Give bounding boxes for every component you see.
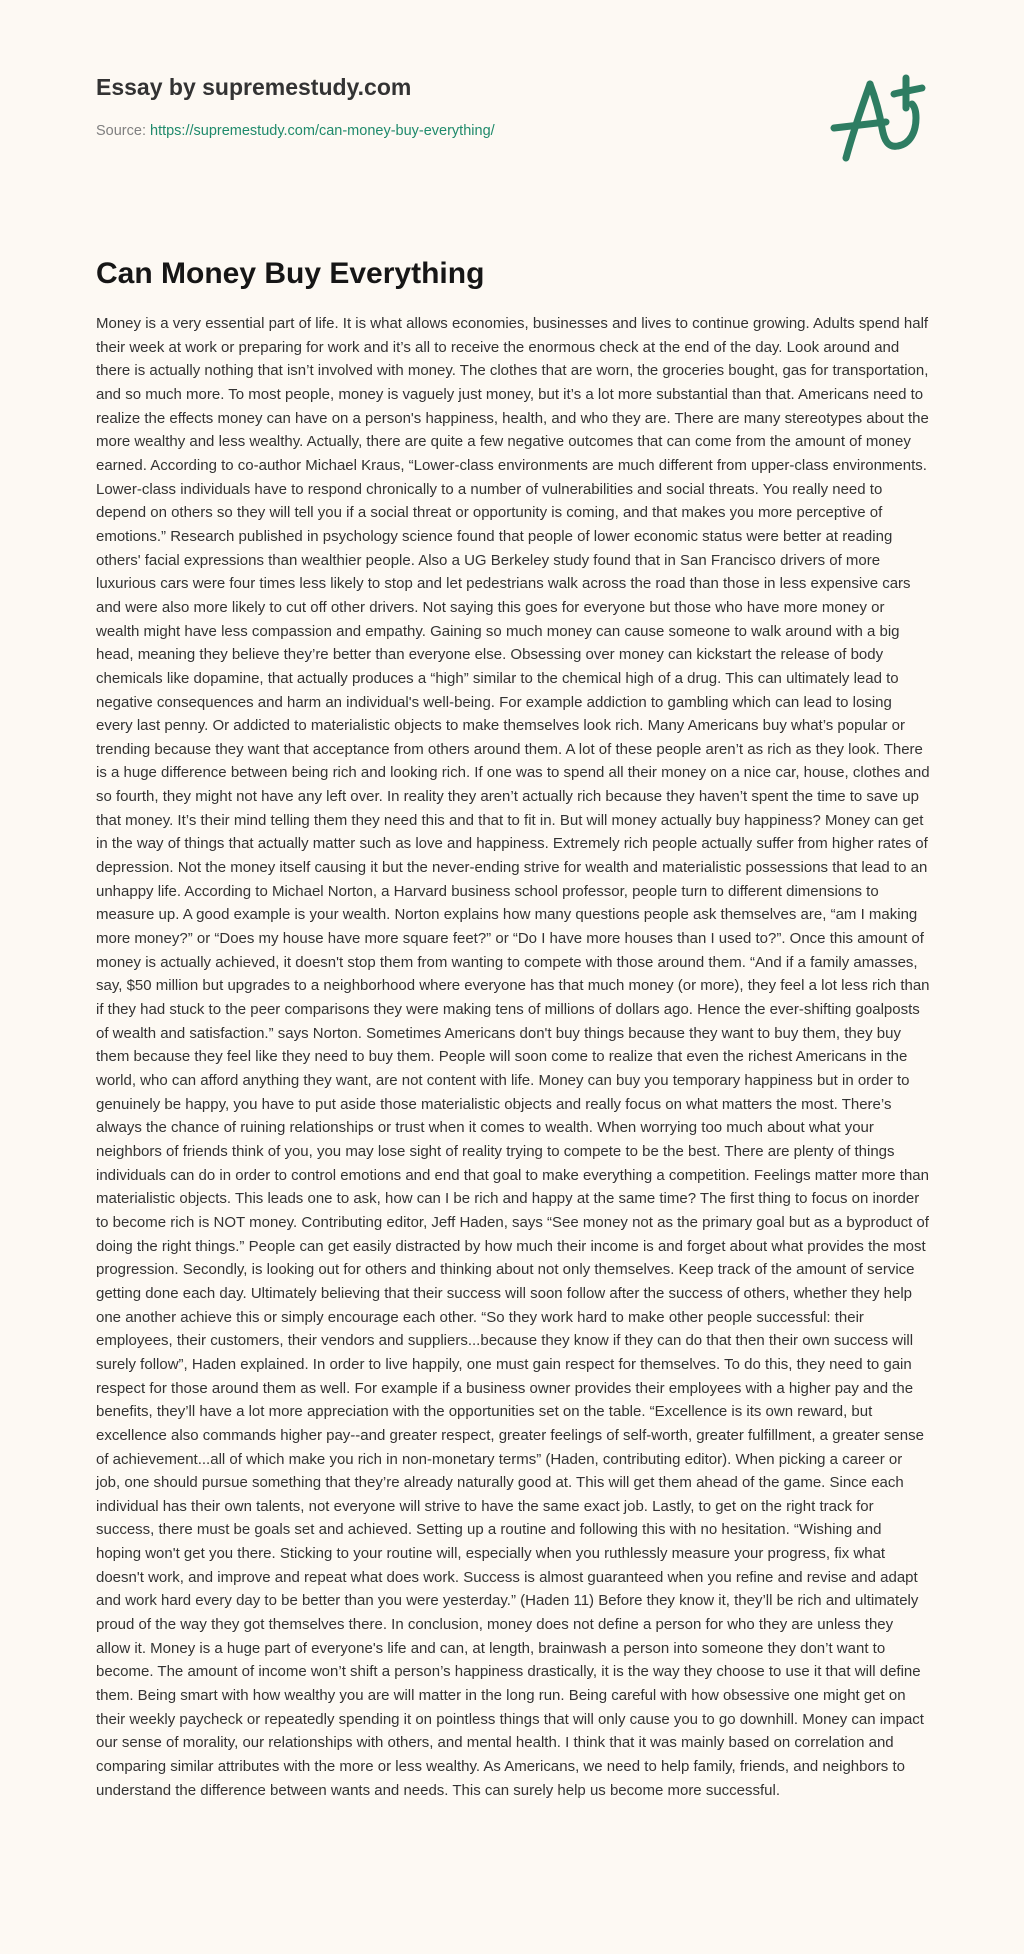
a-plus-grade-icon	[822, 66, 938, 166]
site-title: Essay by supremestudy.com	[96, 74, 412, 100]
essay	[96, 252, 930, 1802]
essay-body: Money is a very essential part of life. It is what allows economies, businesses and lives to continue growing. Adults spend half their week at work or preparing for work and it’s all to receive the enormous check at the end of the day. Look around and there is actually nothing that isn’t involved with money. The clothes that are worn, the groceries bought, gas for transportation, and so much more. To most people, money is vaguely just money, but it’s a lot more substantial than that. Americans need to realize the effects money can have on a person's happiness, health, and who they are. There are many stereotypes about the more wealthy and less wealthy. Actually, there are quite a few negative outcomes that can come from the amount of money earned. According to co-author Michael Kraus, “Lower-class environments are much different from upper-class environments. Lower-class individuals have to respond chronically to a number of vulnerabilities and social threats. You really need to depend on others so they will tell you if a social threat or opportunity is coming, and that makes you more perceptive of emotions.” Research published in psychology science found that people of lower economic status were better at reading others' facial expressions than wealthier people. Also a UG Berkeley study found that in San Francisco drivers of more luxurious cars were four times less likely to stop and let pedestrians walk across the road than those in less expensive cars and were also more likely to cut off other drivers. Not saying this goes for everyone but those who have more money or wealth might have less compassion and empathy. Gaining so much money can cause someone to walk around with a big head, meaning they believe they’re better than everyone else. Obsessing over money can kickstart the release of body chemicals like dopamine, that actually produces a “high” similar to the chemical high of a drug. This can ultimately lead to negative consequences and harm an individual's well-being. For example addiction to gambling which can lead to losing every last penny. Or addicted to materialistic objects to make themselves look rich. Many Americans buy what’s popular or trending because they want that acceptance from others around them. A lot of these people aren’t as rich as they look. There is a huge difference between being rich and looking rich. If one was to spend all their money on a nice car, house, clothes and so fourth, they might not have any left over. In reality they aren’t actually rich because they haven’t spent the time to save up that money. It’s their mind telling them they need this and that to fit in. But will money actually buy happiness? Money can get in the way of things that actually matter such as love and happiness. Extremely rich people actually suffer from higher rates of depression. Not the money itself causing it but the never-ending strive for wealth and materialistic possessions that lead to an unhappy life. According to Michael Norton, a Harvard business school professor, people turn to different dimensions to measure up. A good example is your wealth. Norton explains how many questions people ask themselves are, “am I making more money?” or “Does my house have more square feet?” or “Do I have more houses than I used to?”. Once this amount of money is actually achieved, it doesn't stop them from wanting to compete with those around them. “And if a family amasses, say, $50 million but upgrades to a neighborhood where everyone has that much money (or more), they feel a lot less rich than if they had stuck to the peer comparisons they were making tens of millions of dollars ago. Hence the ever-shifting goalposts of wealth and satisfaction.” says Norton. Sometimes Americans don't buy things because they want to buy them, they buy them because they feel like they need to buy them. People will soon come to realize that even the richest Americans in the world, who can afford anything they want, are not content with life. Money can buy you temporary happiness but in order to genuinely be happy, you have to put aside those materialistic objects and really focus on what matters the most. There’s always the chance of ruining relationships or trust when it comes to wealth. When worrying too much about what your neighbors of friends think of you, you may lose sight of reality trying to compete to be the best. There are plenty of things individuals can do in order to control emotions and end that goal to make everything a competition. Feelings matter more than materialistic objects. This leads one to ask, how can I be rich and happy at the same time? The first thing to focus on inorder to become rich is NOT money. Contributing editor, Jeff Haden, says “See money not as the primary goal but as a byproduct of doing the right things.” People can get easily distracted by how much their income is and forget about what provides the most progression. Secondly, is looking out for others and thinking about not only themselves. Keep track of the amount of service getting done each day. Ultimately believing that their success will soon follow after the success of others, whether they help one another achieve this or simply encourage each other. “So they work hard to make other people successful: their employees, their customers, their vendors and suppliers...because they know if they can do that then their own success will surely follow”, Haden explained. In order to live happily, one must gain respect for themselves. To do this, they need to gain respect for those around them as well. For example if a business owner provides their employees with a higher pay and the benefits, they’ll have a lot more appreciation with the opportunities set on the table. “Excellence is its own reward, but excellence also commands higher pay--and greater respect, greater feelings of self-worth, greater fulfillment, a greater sense of achievement...all of which make you rich in non-monetary terms” (Haden, contributing editor). When picking a career or job, one should pursue something that they’re already naturally good at. This will get them ahead of the game. Since each individual has their own talents, not everyone will strive to have the same exact job. Lastly, to get on the right track for success, there must be goals set and achieved. Setting up a routine and following this with no hesitation. “Wishing and hoping won't get you there. Sticking to your routine will, especially when you ruthlessly measure your progress, fix what doesn't work, and improve and repeat what does work. Success is almost guaranteed when you refine and revise and adapt and work hard every day to be better than you were yesterday.” (Haden 11) Before they know it, they’ll be rich and ultimately proud of the way they got themselves there. In conclusion, money does not define a person for who they are unless they allow it. Money is a huge part of everyone's life and can, at length, brainwash a person into someone they don’t want to become. The amount of income won’t shift a person’s happiness drastically, it is the way they choose to use it that will define them. Being smart with how wealthy you are will matter in the long run. Being careful with how obsessive one might get on their weekly paycheck or repeatedly spending it on pointless things that will only cause you to go downhill. Money can impact our sense of morality, our relationships with others, and mental health. I think that it was mainly based on correlation and comparing similar attributes with the more or less wealthy. As Americans, we need to help family, friends, and neighbors to understand the difference between wants and needs. This can surely help us become more successful.	[96, 315, 930, 1799]
essay-title: Can Money Buy Everything	[96, 257, 485, 290]
source-line	[96, 123, 495, 139]
source-link[interactable]: https://supremestudy.com/can-money-buy-everything/	[150, 123, 495, 139]
page-header	[0, 0, 1024, 240]
source-label: Source:	[96, 123, 150, 139]
